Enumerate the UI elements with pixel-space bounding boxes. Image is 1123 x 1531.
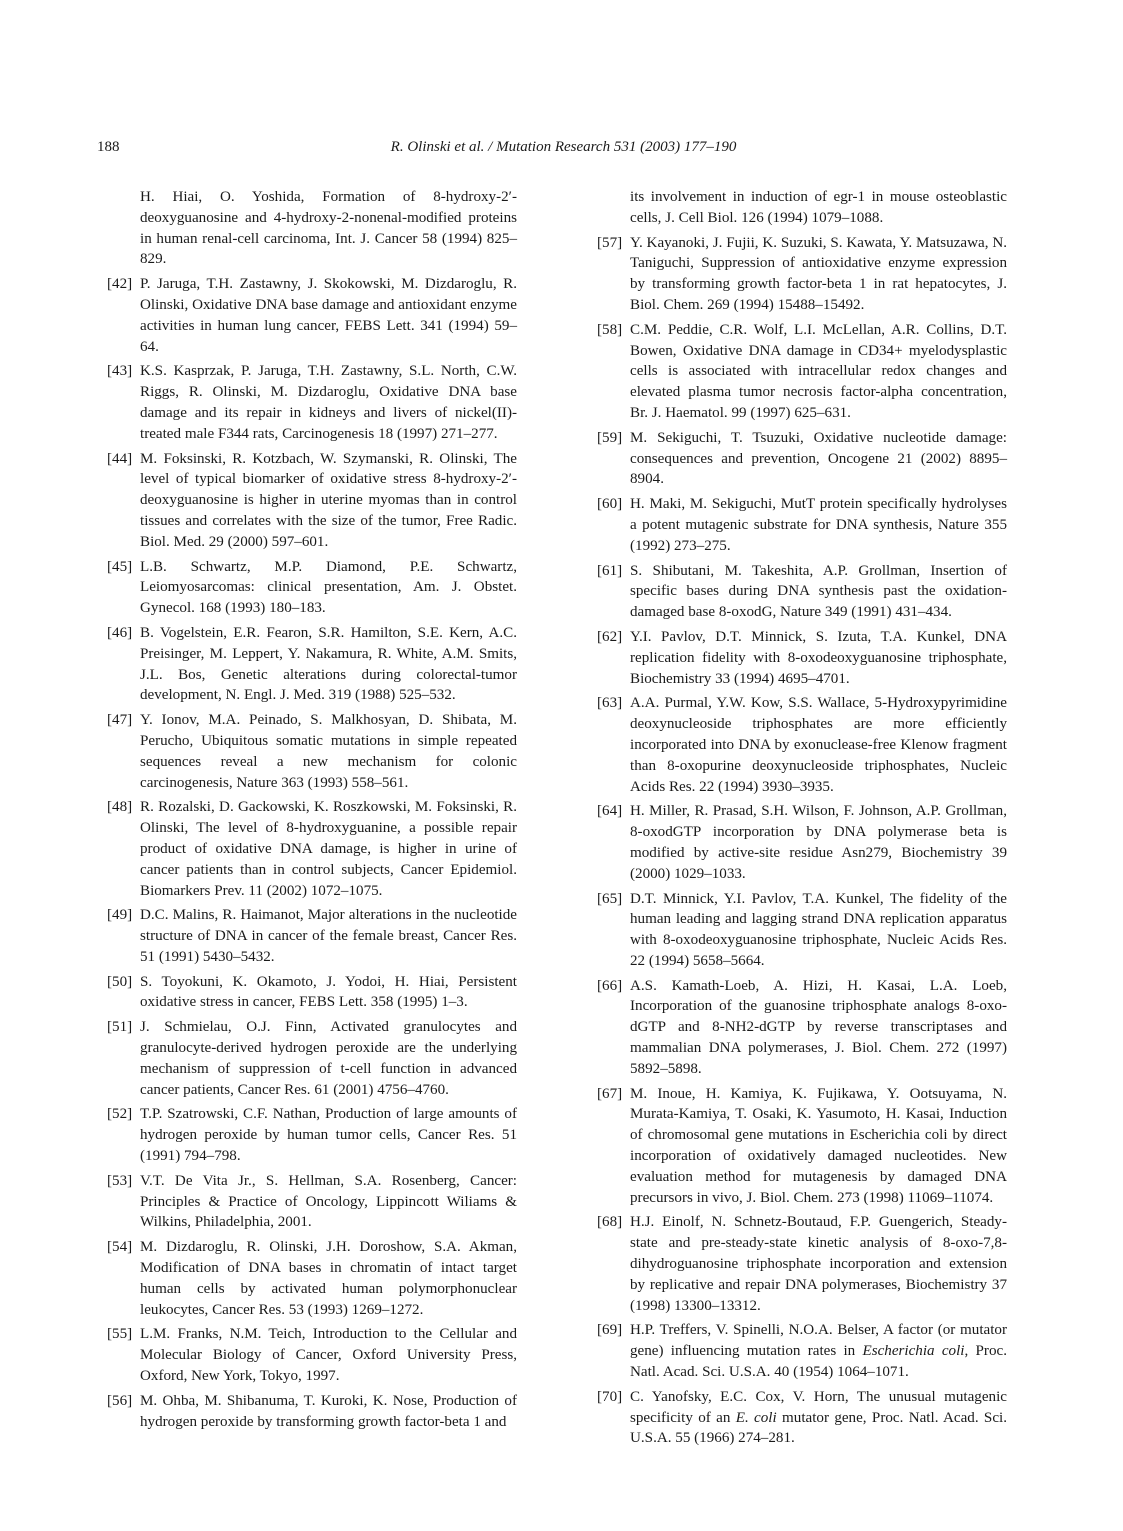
reference-67 [597, 1084, 1007, 1209]
reference-text: mutator gene, Proc. Natl. Acad. Sci. U.S.A. 55 (1966) 274–281. [630, 1409, 1007, 1447]
reference-44 [107, 449, 517, 553]
reference-text: M. Foksinski, R. Kotzbach, W. Szymanski, R. Olinski, The level of typical biomarker of oxidative stress 8-hydroxy-2′-deoxyguanosine is higher in uterine myomas than in control tissues and correlates with the size of the tumor, Free Radic. Biol. Med. 29 (2000) 597–601. [140, 450, 517, 550]
reference-number: [55] [107, 1326, 133, 1343]
reference-51 [107, 1017, 517, 1100]
reference-number: [68] [597, 1214, 623, 1231]
reference-60 [597, 494, 1007, 556]
reference-62 [597, 627, 1007, 689]
reference-number: [56] [107, 1392, 133, 1409]
reference-43 [107, 361, 517, 444]
reference-63 [597, 693, 1007, 797]
reference-number: [46] [107, 624, 133, 641]
page-number: 188 [97, 139, 120, 155]
reference-number: [65] [597, 890, 623, 907]
reference-text: M. Sekiguchi, T. Tsuzuki, Oxidative nucleotide damage: consequences and prevention, Oncogene 21 (2002) 8895–8904. [630, 429, 1007, 488]
reference-text: M. Dizdaroglu, R. Olinski, J.H. Doroshow, S.A. Akman, Modification of DNA bases in chromatin of intact target human cells by activated human polymorphonuclear leukocytes, Cancer Res. 53 (1993) 1269–1272. [140, 1239, 517, 1318]
reference-text: A.S. Kamath-Loeb, A. Hizi, H. Kasai, L.A. Loeb, Incorporation of the guanosine triphosphate analogs 8-oxo-dGTP and 8-NH2-dGTP by reverse transcriptases and mammalian DNA polymerases, J. Biol. Chem. 272 (1997) 5892–5898. [630, 977, 1007, 1077]
reference-text: H. Miller, R. Prasad, S.H. Wilson, F. Johnson, A.P. Grollman, 8-oxodGTP incorporation by DNA polymerase beta is modified by active-site residue Asn279, Biochemistry 39 (2000) 1029–1033. [630, 803, 1007, 882]
page-header [97, 139, 1030, 163]
reference-56 [107, 1391, 517, 1433]
reference-number: [43] [107, 363, 133, 380]
reference-53 [107, 1171, 517, 1233]
reference-number: [45] [107, 558, 133, 575]
reference-text: C. Yanofsky, E.C. Cox, V. Horn, The unusual mutagenic specificity of an [630, 1388, 1007, 1426]
reference-text: P. Jaruga, T.H. Zastawny, J. Skokowski, M. Dizdaroglu, R. Olinski, Oxidative DNA base damage and antioxidant enzyme activities in human lung cancer, FEBS Lett. 341 (1994) 59–64. [140, 276, 517, 355]
reference-text: S. Shibutani, M. Takeshita, A.P. Grollman, Insertion of specific bases during DNA synthesis past the oxidation-damaged base 8-oxodG, Nature 349 (1991) 431–434. [630, 562, 1007, 621]
reference-56-continued: its involvement in induction of egr-1 in mouse osteoblastic cells, J. Cell Biol. 126 (1994) 1079–1088. [630, 189, 1007, 226]
reference-text: S. Toyokuni, K. Okamoto, J. Yodoi, H. Hiai, Persistent oxidative stress in cancer, FEBS Lett. 358 (1995) 1–3. [140, 973, 517, 1011]
reference-number: [67] [597, 1085, 623, 1102]
reference-number: [60] [597, 496, 623, 513]
reference-text: H. Maki, M. Sekiguchi, MutT protein specifically hydrolyses a potent mutagenic substrate for DNA synthesis, Nature 355 (1992) 273–275. [630, 496, 1007, 554]
reference-47 [107, 710, 517, 793]
reference-50 [107, 972, 517, 1014]
reference-text: Y. Kayanoki, J. Fujii, K. Suzuki, S. Kawata, Y. Matsuzawa, N. Taniguchi, Suppression of antioxidative enzyme expression by transforming growth factor-beta 1 in rat hepatocytes, J. Biol. Chem. 269 (1994) 15488–15492. [630, 234, 1007, 313]
reference-64 [597, 801, 1007, 884]
reference-text: B. Vogelstein, E.R. Fearon, S.R. Hamilton, S.E. Kern, A.C. Preisinger, M. Leppert, Y. Nakamura, R. White, A.M. Smits, J.L. Bos, Genetic alterations during colorectal-tumor development, N. Engl. J. Med. 319 (1988) 525–532. [140, 624, 517, 704]
reference-italic-text: E. coli [735, 1409, 777, 1426]
reference-54 [107, 1237, 517, 1320]
reference-text: J. Schmielau, O.J. Finn, Activated granulocytes and granulocyte-derived hydrogen peroxide are the underlying mechanism of suppression of t-cell function in advanced cancer patients, Cancer Res. 61 (2001) 4756–4760. [140, 1019, 517, 1098]
references-column-right [597, 187, 1007, 1453]
reference-number: [44] [107, 450, 133, 467]
reference-number: [48] [107, 799, 133, 816]
reference-number: [50] [107, 973, 133, 990]
reference-text: H.J. Einolf, N. Schnetz-Boutaud, F.P. Guengerich, Steady-state and pre-steady-state kinetic analysis of 8-oxo-7,8-dihydroguanosine triphosphate incorporation and extension by replicative and repair DNA polymerases, Biochemistry 37 (1998) 13300–13312. [630, 1214, 1007, 1314]
reference-text: M. Inoue, H. Kamiya, K. Fujikawa, Y. Ootsuyama, N. Murata-Kamiya, T. Osaki, K. Yasumoto, H. Kasai, Induction of chromosomal gene mutations in Escherichia coli by direct incorporation of oxidatively damaged nucleotides. New evaluation method for mutagenesis by damaged DNA precursors in vivo, J. Biol. Chem. 273 (1998) 11069–11074. [630, 1085, 1007, 1206]
reference-59 [597, 428, 1007, 490]
reference-number: [64] [597, 803, 623, 820]
reference-45 [107, 557, 517, 619]
reference-number: [59] [597, 429, 623, 446]
reference-70 [597, 1387, 1007, 1449]
reference-number: [61] [597, 562, 623, 579]
reference-61 [597, 561, 1007, 623]
reference-text: H.P. Treffers, V. Spinelli, N.O.A. Belser, A factor (or mutator gene) influencing mutation rates in [630, 1322, 1007, 1360]
reference-text: , Proc. Natl. Acad. Sci. U.S.A. 40 (1954) 1064–1071. [630, 1343, 1007, 1381]
references-column-left [107, 187, 517, 1436]
reference-number: [57] [597, 234, 623, 251]
reference-number: [69] [597, 1322, 623, 1339]
reference-number: [52] [107, 1106, 133, 1123]
reference-text: C.M. Peddie, C.R. Wolf, L.I. McLellan, A.R. Collins, D.T. Bowen, Oxidative DNA damage in CD34+ myelodysplastic cells is associated with intracellular redox changes and elevated plasma tumor necrosis factor-alpha concentration, Br. J. Haematol. 99 (1997) 625–631. [630, 321, 1007, 421]
reference-66 [597, 976, 1007, 1080]
reference-number: [51] [107, 1019, 133, 1036]
reference-text: T.P. Szatrowski, C.F. Nathan, Production of large amounts of hydrogen peroxide by human tumor cells, Cancer Res. 51 (1991) 794–798. [140, 1106, 517, 1165]
reference-57 [597, 233, 1007, 316]
reference-number: [62] [597, 628, 623, 645]
reference-58 [597, 320, 1007, 424]
reference-text: L.B. Schwartz, M.P. Diamond, P.E. Schwartz, Leiomyosarcomas: clinical presentation, Am. J. Obstet. Gynecol. 168 (1993) 180–183. [140, 558, 517, 617]
reference-69 [597, 1320, 1007, 1382]
reference-55 [107, 1324, 517, 1386]
reference-number: [58] [597, 321, 623, 338]
reference-number: [54] [107, 1239, 133, 1256]
reference-text: A.A. Purmal, Y.W. Kow, S.S. Wallace, 5-Hydroxypyrimidine deoxynucleoside triphosphates are more efficiently incorporated into DNA by exonuclease-free Klenow fragment than 8-oxopurine deoxynucleoside triphosphates, Nucleic Acids Res. 22 (1994) 3930–3935. [630, 695, 1007, 795]
reference-text: L.M. Franks, N.M. Teich, Introduction to the Cellular and Molecular Biology of Cancer, Oxford University Press, Oxford, New York, Tokyo, 1997. [140, 1326, 517, 1385]
reference-46 [107, 623, 517, 706]
reference-number: [53] [107, 1172, 133, 1189]
reference-number: [42] [107, 276, 133, 293]
reference-text: R. Rozalski, D. Gackowski, K. Roszkowski, M. Foksinski, R. Olinski, The level of 8-hydroxyguanine, a possible repair product of oxidative DNA damage, is higher in urine of cancer patients than in control subjects, Cancer Epidemiol. Biomarkers Prev. 11 (2002) 1072–1075. [140, 799, 517, 899]
reference-42 [107, 274, 517, 357]
reference-65 [597, 889, 1007, 972]
reference-text: M. Ohba, M. Shibanuma, T. Kuroki, K. Nose, Production of hydrogen peroxide by transforming growth factor-beta 1 and [140, 1392, 517, 1430]
reference-49 [107, 905, 517, 967]
reference-number: [49] [107, 907, 133, 924]
reference-number: [66] [597, 977, 623, 994]
reference-number: [63] [597, 695, 623, 712]
reference-italic-text: Escherichia coli [862, 1343, 965, 1360]
reference-68 [597, 1212, 1007, 1316]
running-head: R. Olinski et al. / Mutation Research 531 (2003) 177–190 [390, 139, 737, 155]
reference-text: K.S. Kasprzak, P. Jaruga, T.H. Zastawny, S.L. North, C.W. Riggs, R. Olinski, M. Dizdaroglu, Oxidative DNA base damage and its repair in kidneys and livers of nickel(II)-treated male F344 rats, Carcinogenesis 18 (1997) 271–277. [140, 363, 517, 442]
reference-number: [70] [597, 1388, 623, 1405]
reference-41-continued: H. Hiai, O. Yoshida, Formation of 8-hydroxy-2′-deoxyguanosine and 4-hydroxy-2-nonenal-modified proteins in human renal-cell carcinoma, Int. J. Cancer 58 (1994) 825–829. [140, 189, 517, 268]
reference-text: V.T. De Vita Jr., S. Hellman, S.A. Rosenberg, Cancer: Principles & Practice of Oncology, Lippincott Wiliams & Wilkins, Philadelphia, 2001. [140, 1172, 517, 1231]
reference-52 [107, 1104, 517, 1166]
reference-48 [107, 797, 517, 901]
reference-number: [47] [107, 712, 133, 729]
reference-text: D.T. Minnick, Y.I. Pavlov, T.A. Kunkel, The fidelity of the human leading and lagging strand DNA replication apparatus with 8-oxodeoxyguanosine triphosphate, Nucleic Acids Res. 22 (1994) 5658–5664. [630, 890, 1007, 969]
reference-text: Y.I. Pavlov, D.T. Minnick, S. Izuta, T.A. Kunkel, DNA replication fidelity with 8-oxodeoxyguanosine triphosphate, Biochemistry 33 (1994) 4695–4701. [630, 628, 1007, 687]
reference-text: Y. Ionov, M.A. Peinado, S. Malkhosyan, D. Shibata, M. Perucho, Ubiquitous somatic mutations in simple repeated sequences reveal a new mechanism for colonic carcinogenesis, Nature 363 (1993) 558–561. [140, 712, 517, 791]
reference-text: D.C. Malins, R. Haimanot, Major alterations in the nucleotide structure of DNA in cancer of the female breast, Cancer Res. 51 (1991) 5430–5432. [140, 907, 517, 965]
